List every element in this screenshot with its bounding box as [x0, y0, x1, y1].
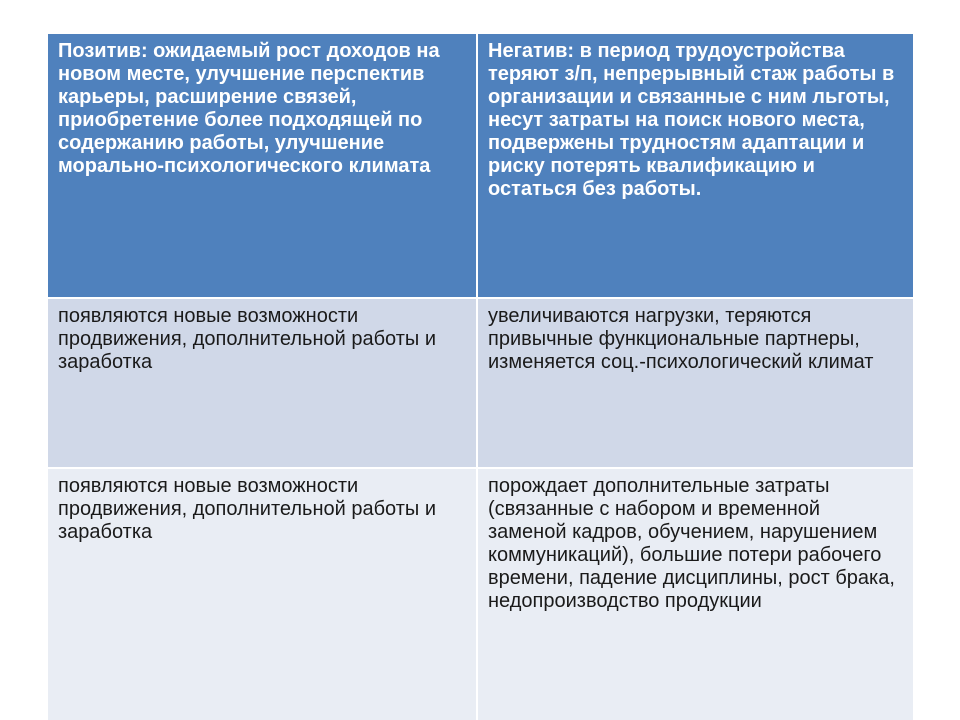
header-positive-text: Позитив: ожидаемый рост доходов на новом месте, улучшение перспектив карьеры, расширение связей, приобретение более подходящей по содержанию работы, улучшение морально-психологического климата — [58, 40, 440, 177]
row-1-positive-cell — [48, 299, 478, 469]
row-2-negative-text: порождает дополнительные затраты (связанные с набором и временной заменой кадров, обучением, нарушением коммуникаций), большие потери рабочего времени, падение дисциплины, рост брака, недопроизводство продукции — [488, 475, 895, 612]
row-1-positive-text: появляются новые возможности продвижения, дополнительной работы и заработка — [58, 305, 436, 373]
row-1-negative-cell — [478, 299, 913, 469]
header-positive-cell — [48, 34, 478, 299]
row-2-positive-cell — [48, 469, 478, 720]
row-1-negative-text: увеличиваются нагрузки, теряются привычные функциональные партнеры, изменяется соц.-психологический климат — [488, 305, 874, 373]
header-negative-text: Негатив: в период трудоустройства теряют з/п, непрерывный стаж работы в организации и связанные с ним льготы, несут затраты на поиск нового места, подвержены трудностям адаптации и риску потерять квалификацию и остаться без работы. — [488, 40, 895, 200]
header-negative-cell — [478, 34, 913, 299]
comparison-table — [48, 34, 913, 720]
row-2-positive-text: появляются новые возможности продвижения, дополнительной работы и заработка — [58, 475, 436, 543]
row-2-negative-cell — [478, 469, 913, 720]
